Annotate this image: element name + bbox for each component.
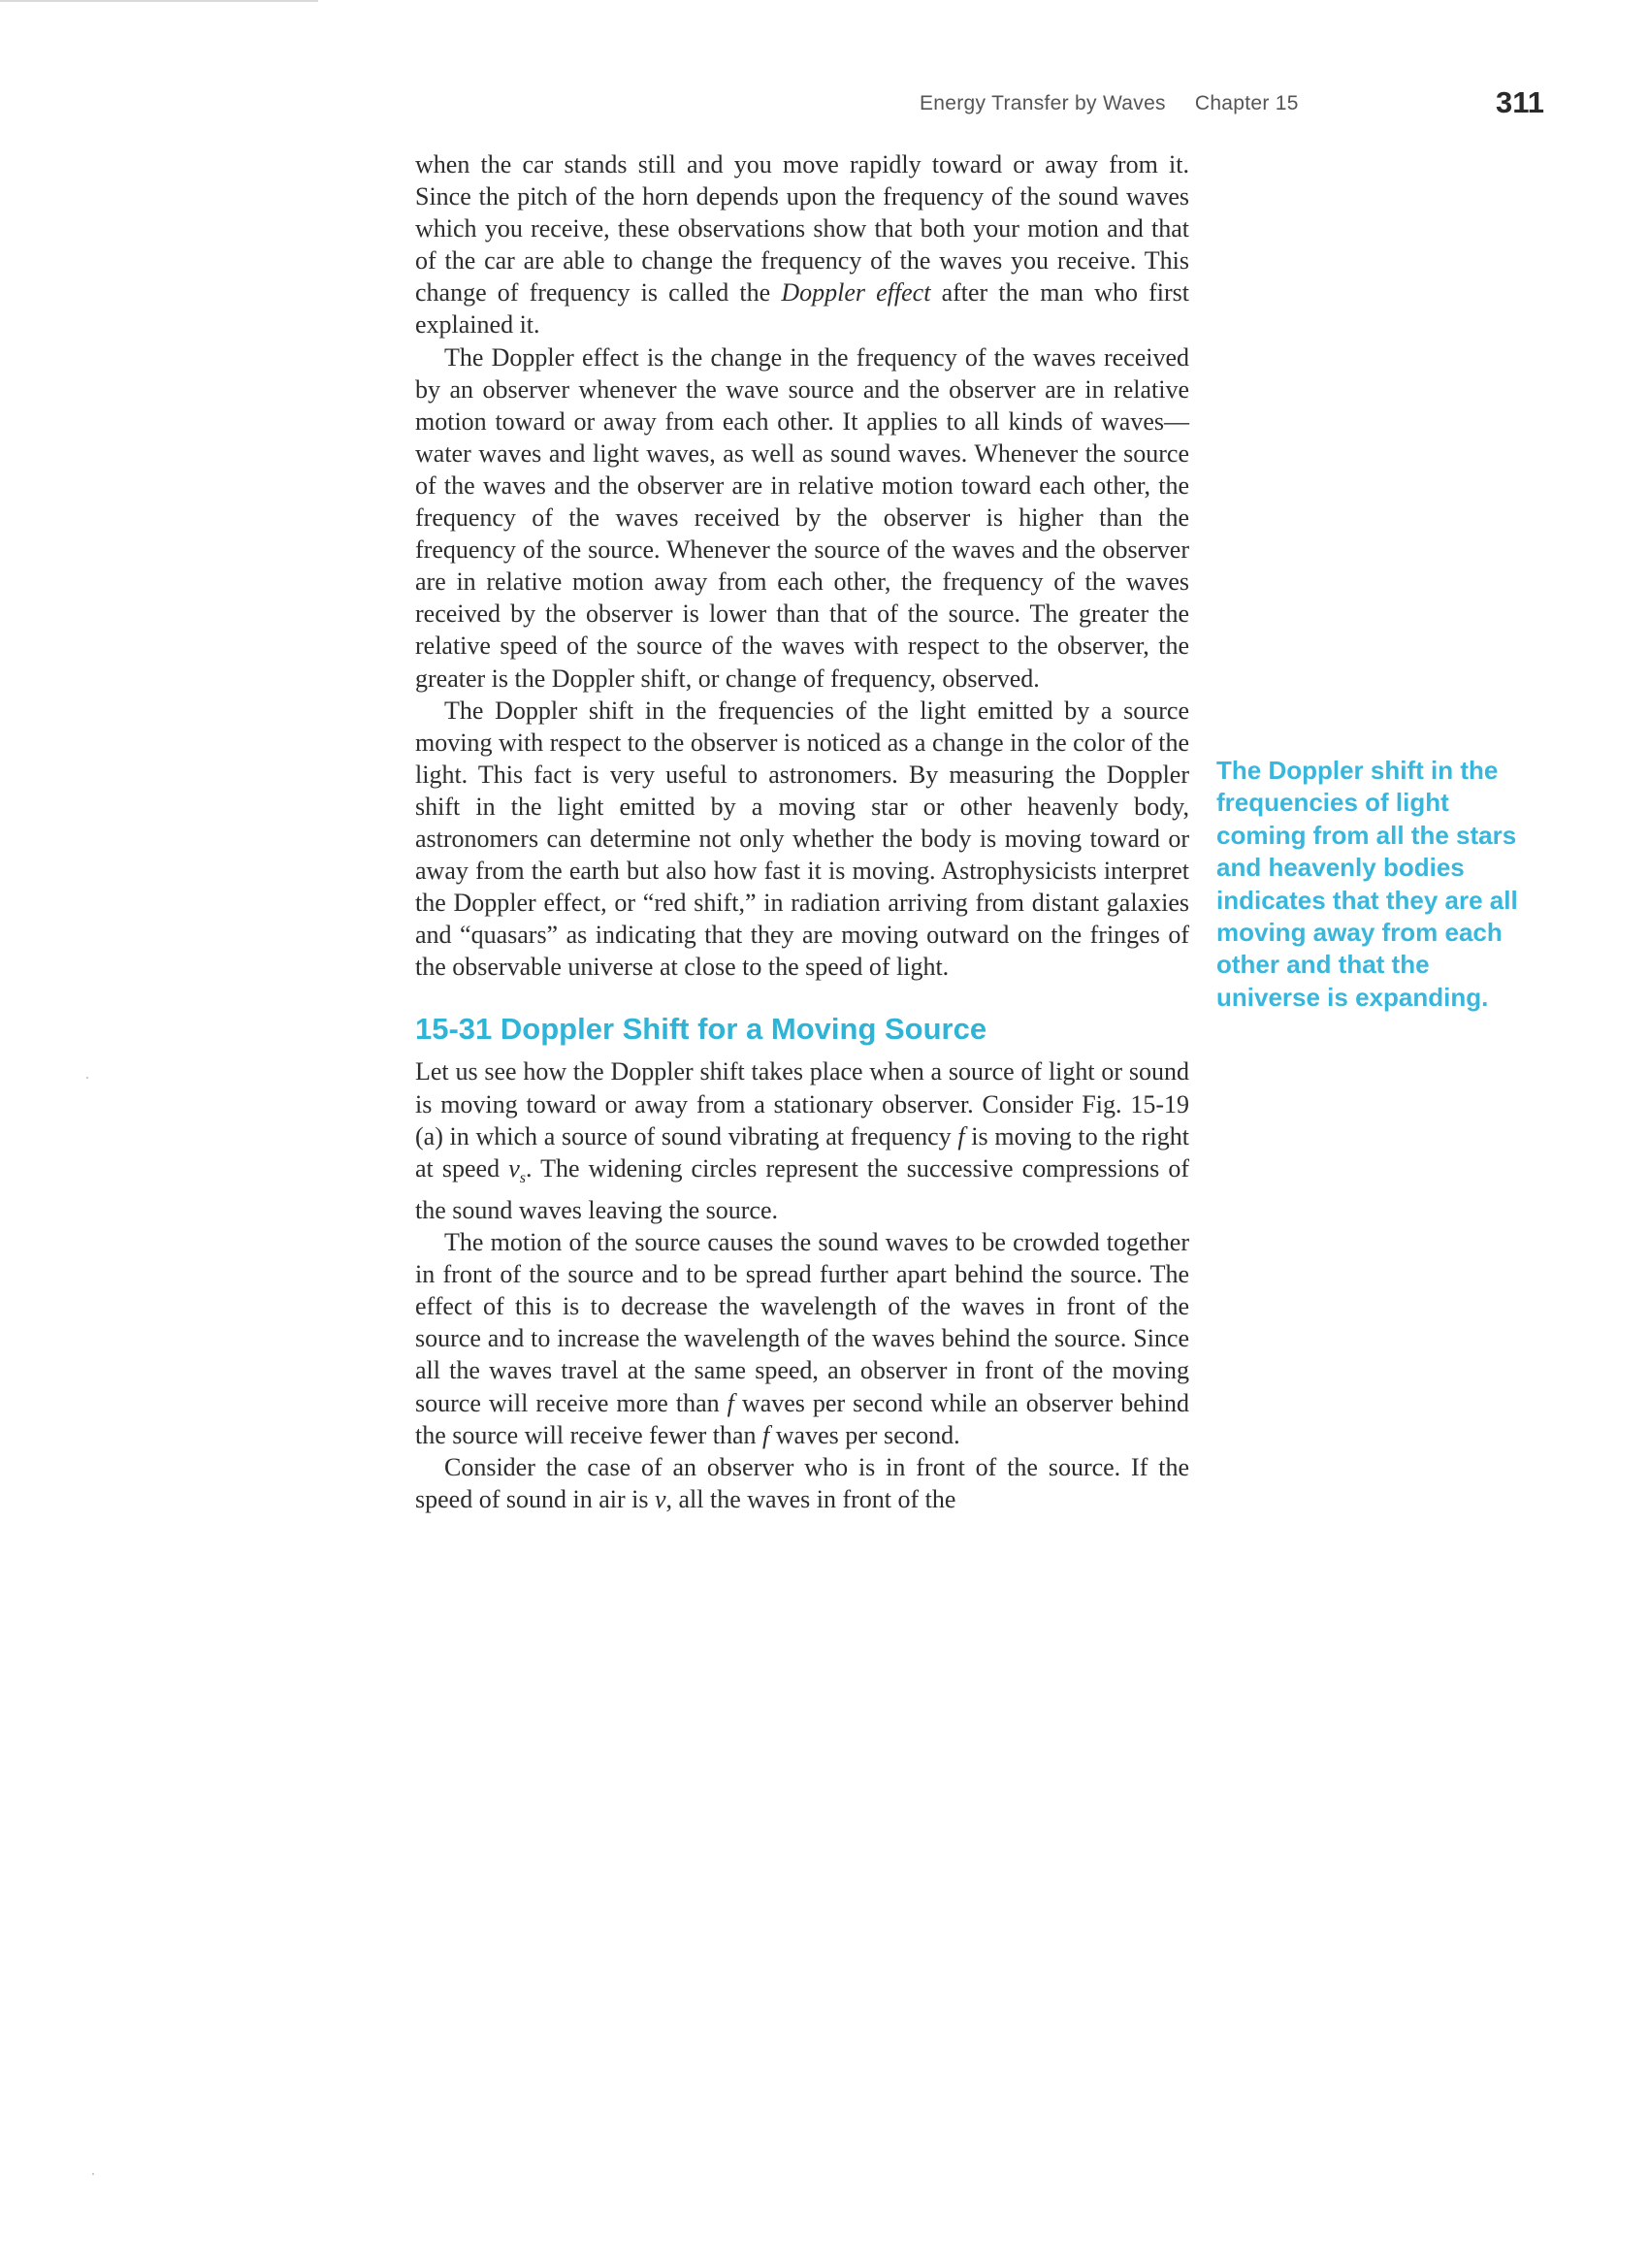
paragraph-6-text-b: , all the waves in front of the — [665, 1484, 956, 1513]
doppler-effect-term: Doppler effect — [781, 278, 931, 308]
paragraph-4-text-a: Let us see how the Doppler shift takes place when a source of light or sound is moving toward or away from a stationary observer. Consider Fig. 15-19 (a) in which a source of sound vibrating at frequency — [415, 1057, 1189, 1150]
margin-note: The Doppler shift in the frequencies of light coming from all the stars and heavenly bodies indicates that they are all moving away from each other and that the universe is expanding. — [1216, 756, 1518, 1012]
main-text-column — [415, 148, 1189, 1515]
running-head — [920, 92, 1299, 115]
scan-speck — [92, 2173, 94, 2175]
scan-speck — [86, 1077, 88, 1079]
paragraph-4 — [415, 1055, 1189, 1226]
paragraph-4-text-c: . The widening circles represent the successive compressions of the sound waves leaving the source. — [415, 1153, 1189, 1224]
section-heading: 15-31 Doppler Shift for a Moving Source — [415, 1012, 987, 1047]
page-number: 311 — [1495, 85, 1544, 119]
paragraph-5-text-b: waves per second while an observer behind the source will receive fewer than — [415, 1388, 1190, 1449]
paragraph-4-text-b: is moving to the right at speed — [415, 1121, 1189, 1183]
frequency-symbol: f — [727, 1388, 734, 1417]
paragraph-6-text-a: Consider the case of an observer who is in front of the source. If the speed of sound in air is — [415, 1452, 1189, 1513]
paragraph-3: The Doppler shift in the frequencies of the light emitted by a source moving with respect to the observer is noticed as a change in the color of the light. This fact is very useful to astronomers. By measuring the Doppler shift in the light emitted by a moving star or other heavenly body, astronomers can determine not only whether the body is moving toward or away from the earth but also how fast it is moving. Astrophysicists interpret the Doppler effect, or “red shift,” in radiation arriving from distant galaxies and “quasars” as indicating that they are moving outward on the fringes of the observable universe at close to the speed of light. — [415, 696, 1189, 982]
frequency-symbol: f — [957, 1121, 965, 1150]
paragraph-5-text-c: waves per second. — [769, 1420, 960, 1449]
paragraph-1-text-b: after the man who first explained it. — [415, 278, 1189, 340]
frequency-symbol: f — [762, 1420, 770, 1449]
speed-symbol: v — [508, 1153, 520, 1183]
speed-symbol: v — [654, 1484, 666, 1513]
paragraph-2: The Doppler effect is the change in the frequency of the waves received by an observer whenever the wave source and the observer are in relative motion toward or away from each other. It applies to all kinds of waves—water waves and light waves, as well as sound waves. Whenever the source of the waves and the observer are in relative motion toward each other, the frequency of the waves received by the observer is higher than the frequency of the source. Whenever the source of the waves and the observer are in relative motion away from each other, the frequency of the waves received by the observer is lower than that of the source. The greater the relative speed of the source of the waves with respect to the observer, the greater is the Doppler shift, or change of frequency, observed. — [415, 342, 1189, 693]
page-header — [912, 85, 1544, 119]
paragraph-5-text-a: The motion of the source causes the sound waves to be crowded together in front of the source and to be spread further apart behind the source. The effect of this is to decrease the wavelength of the waves in front of the source and to increase the wavelength of the waves behind the source. Since all the waves travel at the same speed, an observer in front of the moving source will receive more than — [415, 1228, 1189, 1417]
paragraph-6 — [415, 1451, 1189, 1515]
paragraph-1-text-a: when the car stands still and you move rapidly toward or away from it. Since the pitch of the horn depends upon the frequency of the sound waves which you receive, these observations show that both your motion and that of the car are able to change the frequency of the waves you receive. This change of frequency is called the — [415, 150, 1189, 308]
running-head-title: Energy Transfer by Waves — [920, 92, 1166, 114]
running-head-chapter: Chapter 15 — [1194, 92, 1299, 114]
paragraph-5 — [415, 1226, 1189, 1451]
scan-edge-line — [0, 0, 318, 2]
paragraph-1 — [415, 148, 1189, 341]
speed-subscript: s — [519, 1169, 526, 1186]
